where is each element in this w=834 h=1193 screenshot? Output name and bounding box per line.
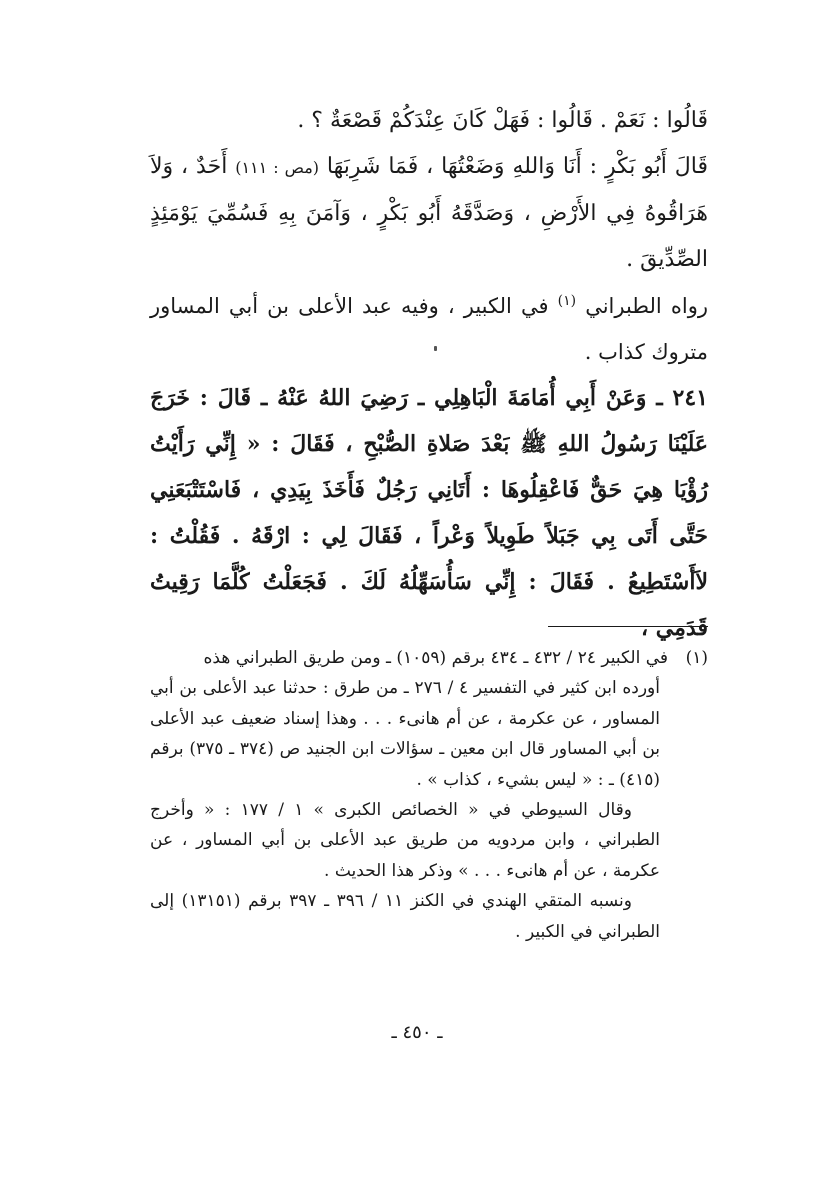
footnotes [150, 643, 708, 947]
footnote-number: (١) [685, 648, 708, 668]
footnote-1-first-line: في الكبير ٢٤ / ٤٣٢ ـ ٤٣٤ برقم (١٠٥٩) ـ ومن طريق الطبراني هذه [203, 648, 668, 668]
footnote-1-paragraph-3 [150, 886, 708, 947]
footnote-1-kanz: ونسبه المتقي الهندي في الكنز ١١ / ٣٩٦ ـ ٣٩٧ برقم (١٣١٥١) إلى الطبراني في الكبير . [150, 891, 660, 942]
main-text [150, 98, 708, 651]
source-paragraph [150, 283, 708, 375]
manuscript-page-note: (مص : ١١١) [235, 158, 320, 177]
footnote-1-suyuti: وقال السيوطي في « الخصائص الكبرى » ١ / ١٧٧ : « وأخرج الطبراني ، وابن مردويه من طريق عبد الأعلى بن أبي المساور ، عن عكرمة ، عن أم هانىء . . . » وذكر هذا الحديث . [150, 800, 660, 881]
paragraph-2-text-b: أَحَدٌ ، وَلاَ هَرَاقُوهُ فِي الأَرْضِ ، وَصَدَّقَهُ أَبُو بَكْرٍ ، وَآمَنَ بِهِ فَسُمِّيَ يَوْمَئِذٍ الصِّدِّيقَ . [150, 154, 708, 272]
page-number: ـ ٤٥٠ ـ [391, 1022, 443, 1043]
footnote-1-rest: أورده ابن كثير في التفسير ٤ / ٢٧٦ ـ من طرق : حدثنا عبد الأعلى بن أبي المساور ، عن عكرمة ، عن أم هانىء . . . وهذا إسناد ضعيف عبد الأعلى بن أبي المساور قال ابن معين ـ سؤالات ابن الجنيد ص (٣٧٤ ـ ٣٧٥) برقم (٤١٥) ـ : « ليس بشيء ، كذاب » . [150, 678, 660, 790]
paragraph-2 [150, 144, 708, 283]
paragraph-1-text: قَالُوا : نَعَمْ . قَالُوا : فَهَلْ كَانَ عِنْدَكُمْ قَصْعَةٌ ؟ . [297, 108, 708, 133]
hadith-paragraph [150, 375, 708, 651]
paragraph-2-text-a: قَالَ أَبُو بَكْرٍ : أَنَا وَاللهِ وَضَعْتُهَا ، فَمَا شَرِبَهَا [326, 154, 708, 179]
source-text-a: رواه الطبراني [585, 294, 708, 318]
footnote-reference: (١) [557, 293, 577, 309]
footnote-1-paragraph-2 [150, 795, 708, 886]
footnote-1-continuation [150, 673, 708, 795]
paragraph-1 [150, 98, 708, 144]
hadith-text: ٢٤١ ـ وَعَنْ أَبِي أُمَامَةَ الْبَاهِلِي ـ رَضِيَ اللهُ عَنْهُ ـ قَالَ : خَرَجَ عَلَيْنَا رَسُولُ اللهِ ﷺ بَعْدَ صَلاةِ الصُّبْحِ ، فَقَالَ : « إِنِّي رَأَيْتُ رُؤْيَا هِيَ حَقٌّ فَاعْقِلُوهَا : أَتَانِي رَجُلٌ فَأَخَذَ بِيَدِي ، فَاسْتَتْبَعَنِي حَتَّى أَتَى بِي جَبَلاً طَوِيلاً وَعْراً ، فَقَالَ لِي : ارْقَهُ . فَقُلْتُ : لاَأَسْتَطِيعُ . فَقَالَ : إِنِّي سَأُسَهِّلُهُ لَكَ . فَجَعَلْتُ كُلَّمَا رَقِيتُ قَدَمِي ، [150, 385, 708, 641]
footnote-divider [548, 626, 708, 627]
print-speck [434, 346, 437, 351]
footnote-1-line-1 [150, 643, 708, 673]
source-text-b: في الكبير ، وفيه عبد الأعلى بن أبي المساور متروك كذاب . [150, 294, 708, 364]
